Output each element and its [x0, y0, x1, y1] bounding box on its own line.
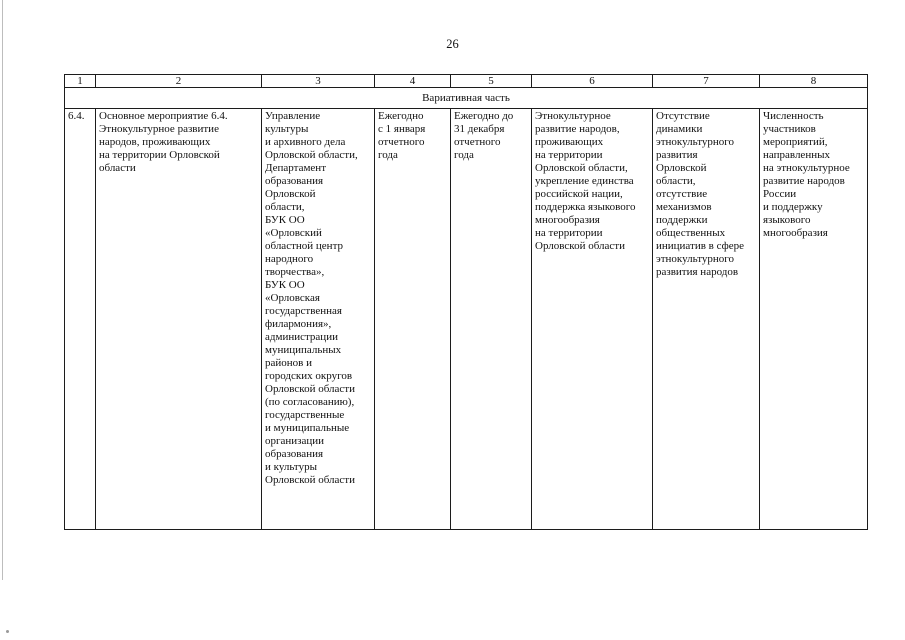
- column-number-5: 5: [451, 75, 532, 88]
- cell-text-line: отсутствие: [656, 188, 708, 200]
- cell-text-line: Орловской области: [265, 474, 355, 486]
- cell-text-line: российской нации,: [535, 188, 623, 200]
- cell-text-line: поддержка языкового: [535, 201, 636, 213]
- cell-text-line: Ежегодно до: [454, 110, 514, 122]
- row-number: 6.4.: [65, 109, 96, 530]
- expected-result-cell: [532, 109, 653, 530]
- cell-text-line: и поддержку: [763, 201, 823, 213]
- scan-edge-line: [2, 0, 3, 580]
- cell-text-line: России: [763, 188, 797, 200]
- section-title: Вариативная часть: [65, 88, 868, 109]
- cell-text-line: многообразия: [535, 214, 600, 226]
- cell-text-line: Этнокультурное развитие: [99, 123, 219, 135]
- cell-text-line: Департамент: [265, 162, 327, 174]
- cell-text-line: поддержки: [656, 214, 708, 226]
- section-row: [65, 88, 868, 109]
- cell-text-line: направленных: [763, 149, 830, 161]
- column-number-7: 7: [653, 75, 760, 88]
- cell-text-line: Орловской: [656, 162, 707, 174]
- cell-text-line: филармония»,: [265, 318, 332, 330]
- cell-text-line: народов, проживающих: [99, 136, 211, 148]
- page-number: 26: [446, 37, 459, 51]
- event-name-cell: [96, 109, 262, 530]
- cell-text-line: Орловской области: [265, 383, 355, 395]
- start-date-cell: [375, 109, 451, 530]
- cell-text-line: развития народов: [656, 266, 739, 278]
- cell-text-line: Орловской области: [535, 240, 625, 252]
- cell-text-line: многообразия: [763, 227, 828, 239]
- cell-text-line: развитие народов: [763, 175, 845, 187]
- cell-text-line: развития: [656, 149, 698, 161]
- cell-text-line: отчетного: [454, 136, 501, 148]
- cell-text-line: общественных: [656, 227, 726, 239]
- cell-text-line: инициатив в сфере: [656, 240, 745, 252]
- column-number-2: 2: [96, 75, 262, 88]
- cell-text-line: 31 декабря: [454, 123, 505, 135]
- cell-text-line: «Орловский: [265, 227, 322, 239]
- cell-text-line: области,: [265, 201, 305, 213]
- cell-text-line: участников: [763, 123, 816, 135]
- cell-text-line: Управление: [265, 110, 321, 122]
- cell-text-line: на территории: [535, 227, 603, 239]
- column-number-3: 3: [262, 75, 375, 88]
- cell-text-line: районов и: [265, 357, 312, 369]
- cell-text-line: Ежегодно: [378, 110, 424, 122]
- cell-text-line: области,: [656, 175, 696, 187]
- cell-text-line: проживающих: [535, 136, 604, 148]
- cell-text-line: на территории: [535, 149, 603, 161]
- cell-text-line: мероприятий,: [763, 136, 828, 148]
- cell-text-line: Орловской области,: [265, 149, 358, 161]
- cell-text-line: БУК ОО: [265, 279, 305, 291]
- cell-text-line: Численность: [763, 110, 824, 122]
- end-date-cell: [451, 109, 532, 530]
- cell-text-line: года: [378, 149, 398, 161]
- cell-text-line: на территории Орловской: [99, 149, 220, 161]
- cell-text-line: отчетного: [378, 136, 425, 148]
- column-number-1: 1: [65, 75, 96, 88]
- cell-text-line: и муниципальные: [265, 422, 350, 434]
- cell-text-line: этнокультурного: [656, 136, 734, 148]
- cell-text-line: механизмов: [656, 201, 712, 213]
- table-row: [65, 109, 868, 530]
- cell-text-line: области: [99, 162, 136, 174]
- cell-text-line: с 1 января: [378, 123, 426, 135]
- column-number-4: 4: [375, 75, 451, 88]
- cell-text-line: организации: [265, 435, 325, 447]
- cell-text-line: года: [454, 149, 474, 161]
- cell-text-line: образования: [265, 448, 324, 460]
- cell-text-line: народного: [265, 253, 314, 265]
- scan-speck: [6, 630, 9, 633]
- column-number-6: 6: [532, 75, 653, 88]
- cell-text-line: Основное мероприятие 6.4.: [99, 110, 228, 122]
- cell-text-line: динамики: [656, 123, 703, 135]
- cell-text-line: образования: [265, 175, 324, 187]
- indicator-cell: [760, 109, 868, 530]
- cell-text-line: БУК ОО: [265, 214, 305, 226]
- cell-text-line: государственные: [265, 409, 345, 421]
- cell-text-line: Орловской: [265, 188, 316, 200]
- cell-text-line: Отсутствие: [656, 110, 710, 122]
- cell-text-line: укрепление единства: [535, 175, 634, 187]
- cell-text-line: городских округов: [265, 370, 353, 382]
- cell-text-line: Этнокультурное: [535, 110, 611, 122]
- column-number-row: [65, 75, 868, 88]
- executors-cell: [262, 109, 375, 530]
- cell-text-line: (по согласованию),: [265, 396, 355, 408]
- cell-text-line: этнокультурного: [656, 253, 734, 265]
- cell-text-line: государственная: [265, 305, 342, 317]
- cell-text-line: творчества»,: [265, 266, 325, 278]
- cell-text-line: развитие народов,: [535, 123, 620, 135]
- cell-text-line: языкового: [763, 214, 811, 226]
- cell-text-line: и архивного дела: [265, 136, 346, 148]
- program-table: [64, 74, 868, 530]
- cell-text-line: муниципальных: [265, 344, 342, 356]
- cell-text-line: администрации: [265, 331, 338, 343]
- cell-text-line: на этнокультурное: [763, 162, 850, 174]
- cell-text-line: областной центр: [265, 240, 344, 252]
- cell-text-line: культуры: [265, 123, 309, 135]
- column-number-8: 8: [760, 75, 868, 88]
- consequences-cell: [653, 109, 760, 530]
- cell-text-line: Орловской области,: [535, 162, 628, 174]
- cell-text-line: и культуры: [265, 461, 317, 473]
- cell-text-line: «Орловская: [265, 292, 320, 304]
